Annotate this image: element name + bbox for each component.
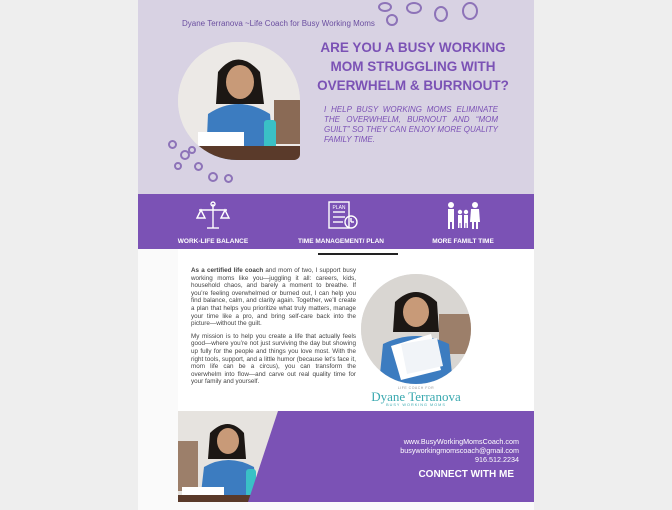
website-link[interactable]: www.BusyWorkingMomsCoach.com [403, 437, 519, 446]
tagline: Dyane Terranova ~Life Coach for Busy Working Moms [182, 19, 375, 28]
logo-caption: BUSY WORKING MOMS [386, 403, 446, 407]
decorative-ring [462, 2, 478, 20]
decorative-ring [168, 140, 177, 149]
decorative-ring [378, 2, 392, 12]
lead-bold: As a certified life coach [191, 267, 264, 274]
feature-family-time [428, 200, 498, 245]
flyer-page [138, 0, 534, 510]
feature-work-life-balance [168, 200, 258, 245]
contact-section [178, 411, 534, 502]
features-ribbon [138, 194, 534, 249]
balance-scale-icon [193, 200, 233, 230]
connect-cta[interactable]: CONNECT WITH ME [418, 469, 514, 480]
decorative-ring [194, 162, 203, 171]
feature-label: MORE FAMILT TIME [432, 238, 494, 245]
decorative-ring [188, 146, 196, 154]
logo-small-text: LIFE COACH FOR [397, 386, 435, 390]
decorative-ring [434, 6, 448, 22]
contact-info [400, 437, 519, 464]
subheadline: I HELP BUSY WORKING MOMS ELIMINATE THE OVERWHELM, BURNOUT AND “MOM GUILT” SO THEY CAN ENJOY MORE QUALITY FAMILY TIME. [324, 105, 498, 144]
hero-section [138, 0, 534, 194]
email-link[interactable]: busyworkingmomscoach@gmail.com [400, 446, 519, 455]
phone-number[interactable]: 916.512.2234 [475, 455, 519, 464]
coach-desk-photo [178, 411, 298, 502]
about-section [178, 249, 534, 411]
about-paragraph-2: My mission is to help you create a life that actually feels good—where you’re not just surviving the day but showing up fully for the people and things you love most. With the right tools, support, and a little humor (because let’s face it, mom life can be a circus), you can transform the overwhelm into flow—and carve out real quality time for your family and yourself. [191, 332, 356, 386]
decorative-ring [208, 172, 218, 182]
logo-name: Dyane Terranova [371, 389, 461, 404]
feature-label: WORK-LIFE BALANCE [177, 238, 249, 245]
plan-calendar-icon [321, 200, 361, 230]
decorative-ring [174, 162, 182, 170]
paragraph-text: and mom of two, I support busy working moms like you—juggling it all: careers, kids, household chaos, and barely a moment to breathe. If you’re feeling overwhelmed or burned out, I can help you find balance, calm, and clarity again. Together, we’ll create a plan that helps you prioritize what truly matters, manage your time like a pro, and bring self-care back into the picture—without the guilt. [191, 267, 356, 328]
coach-photo [178, 42, 300, 160]
feature-label: TIME MANAGEMENT/ PLAN [298, 238, 384, 245]
about-paragraph-1 [191, 267, 356, 328]
plan-icon-text: PLAN [332, 205, 346, 211]
family-icon [443, 200, 483, 230]
divider [318, 253, 398, 255]
brand-logo [364, 386, 468, 407]
decorative-ring [406, 2, 422, 14]
decorative-ring [386, 14, 398, 26]
main-headline: ARE YOU A BUSY WORKING MOM STRUGGLING WITH OVERWHELM & BURRNOUT? [317, 40, 509, 93]
coach-photo-circle [361, 274, 471, 384]
decorative-ring [224, 174, 233, 183]
about-text [191, 267, 356, 391]
feature-time-management [291, 200, 391, 245]
